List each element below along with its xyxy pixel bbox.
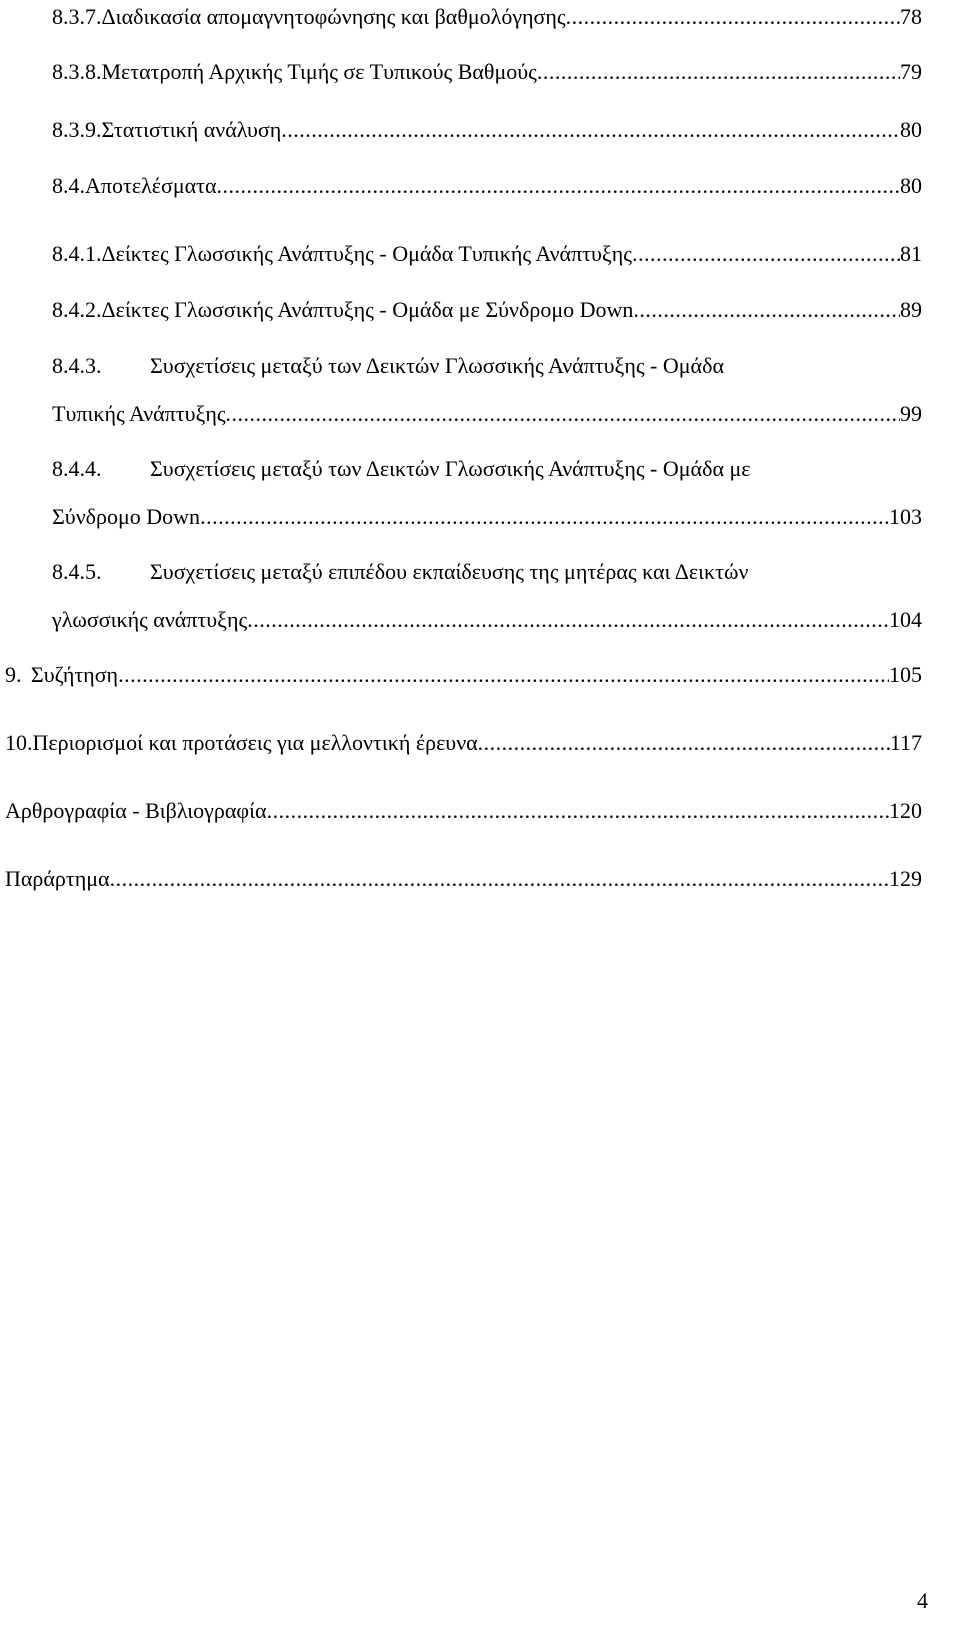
toc-page: 117 bbox=[889, 730, 922, 755]
toc-page: 99 bbox=[900, 401, 922, 426]
toc-leader bbox=[118, 662, 889, 688]
toc-page: 105 bbox=[889, 662, 922, 687]
toc-title: Δείκτες Γλωσσικής Ανάπτυξης - Ομάδα Τυπικής Ανάπτυξης bbox=[101, 241, 632, 266]
toc-number: 8.4. bbox=[52, 173, 85, 198]
toc-title: Συσχετίσεις μεταξύ επιπέδου εκπαίδευσης της μητέρας και Δεικτών bbox=[150, 559, 749, 584]
toc-page: 120 bbox=[889, 798, 922, 823]
toc-leader bbox=[110, 866, 889, 892]
toc-number: 8.3.9. bbox=[52, 117, 102, 142]
toc-leader bbox=[478, 730, 890, 756]
toc-number: 8.4.2. bbox=[52, 297, 102, 322]
toc-page: 129 bbox=[889, 866, 922, 891]
toc-title: Συσχετίσεις μεταξύ των Δεικτών Γλωσσικής Ανάπτυξης - Ομάδα με bbox=[150, 456, 751, 481]
toc-title-continued: γλωσσικής ανάπτυξης bbox=[52, 607, 248, 632]
toc-page: 89 bbox=[900, 297, 922, 322]
toc-page: 104 bbox=[889, 607, 922, 632]
toc-leader bbox=[632, 241, 900, 267]
toc-leader bbox=[200, 504, 889, 530]
toc-page: 103 bbox=[889, 504, 922, 529]
toc-number: 8.3.7. bbox=[52, 4, 102, 29]
toc-page: 80 bbox=[900, 173, 922, 198]
toc-page: 79 bbox=[900, 59, 922, 84]
toc-title: Παράρτημα bbox=[5, 866, 110, 891]
toc-number: 8.3.8. bbox=[52, 59, 102, 84]
toc-leader bbox=[281, 117, 900, 143]
toc-title: Αποτελέσματα bbox=[85, 173, 217, 198]
toc-title-continued: Τυπικής Ανάπτυξης bbox=[52, 401, 226, 426]
toc-leader bbox=[633, 297, 900, 323]
toc-leader bbox=[267, 798, 889, 824]
toc-title: Στατιστική ανάλυση bbox=[101, 117, 282, 142]
toc-leader bbox=[566, 4, 900, 30]
toc-title: Διαδικασία απομαγνητοφώνησης και βαθμολόγησης bbox=[101, 4, 566, 29]
toc-leader bbox=[226, 401, 900, 427]
toc-title: Αρθρογραφία - Βιβλιογραφία bbox=[5, 798, 267, 823]
toc-entry bbox=[52, 456, 922, 536]
toc-title: Συσχετίσεις μεταξύ των Δεικτών Γλωσσικής Ανάπτυξης - Ομάδα bbox=[150, 353, 724, 378]
toc-number: 8.4.4. bbox=[52, 456, 102, 481]
toc-number: 8.4.1. bbox=[52, 241, 102, 266]
toc-page: 81 bbox=[900, 241, 922, 266]
toc-title: Συζήτηση bbox=[30, 662, 119, 687]
toc-page: 80 bbox=[900, 117, 922, 142]
page-number: 4 bbox=[917, 1588, 928, 1613]
toc-entry bbox=[52, 559, 922, 639]
toc-title: Δείκτες Γλωσσικής Ανάπτυξης - Ομάδα με Σύνδρομο Down bbox=[101, 297, 634, 322]
toc-number: 10. bbox=[5, 730, 33, 755]
toc-number: 9. bbox=[5, 662, 22, 687]
toc-number: 8.4.3. bbox=[52, 353, 102, 378]
toc-title: Μετατροπή Αρχικής Τιμής σε Τυπικούς Βαθμούς bbox=[101, 59, 537, 84]
toc-leader bbox=[217, 173, 900, 199]
toc-leader bbox=[247, 607, 889, 633]
toc-number: 8.4.5. bbox=[52, 559, 102, 584]
toc-title: Περιορισμοί και προτάσεις για μελλοντική έρευνα bbox=[32, 730, 478, 755]
toc-page: 78 bbox=[900, 4, 922, 29]
toc-leader bbox=[537, 59, 900, 85]
toc-entry bbox=[52, 353, 922, 433]
toc-title-continued: Σύνδρομο Down bbox=[52, 504, 201, 529]
